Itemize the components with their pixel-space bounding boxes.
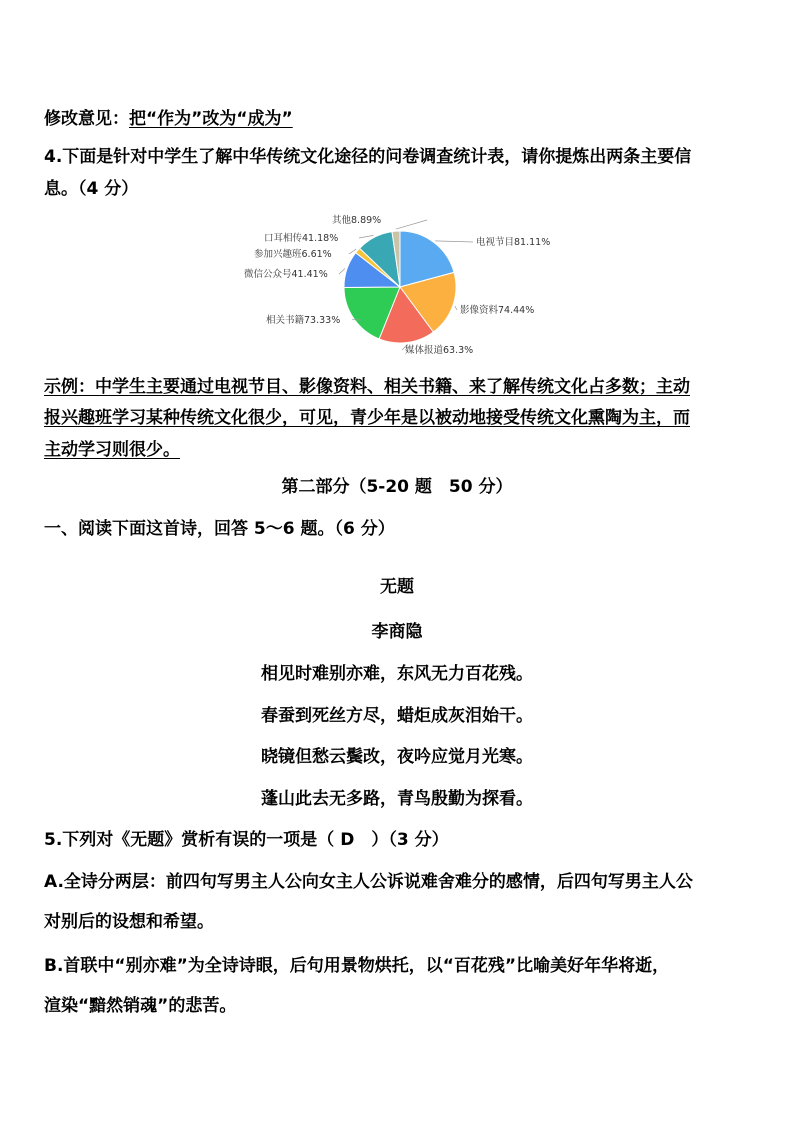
poem-line-3: 晓镜但愁云鬓改，夜吟应觉月光寒。 <box>261 747 533 767</box>
example-line3: 主动学习则很少。 <box>44 440 180 460</box>
pie-slice-label: 影像资料74.44% <box>460 305 535 316</box>
example-line2: 报兴趣班学习某种传统文化很少，可见，青少年是以被动地接受传统文化熏陶为主，而 <box>44 408 690 428</box>
pie-slice-label: 微信公众号41.41% <box>244 269 328 280</box>
option-a-line2: 对别后的设想和希望。 <box>44 912 214 932</box>
pie-leader-line <box>339 269 345 275</box>
pie-slice-label: 其他8.89% <box>332 215 382 226</box>
poem-title: 无题 <box>380 577 414 597</box>
part2-heading: 第二部分（5-20 题 50 分） <box>281 477 513 497</box>
poem-line-2: 春蚕到死丝方尽，蜡炬成灰泪始干。 <box>261 706 533 726</box>
question4-line1: 4.下面是针对中学生了解中华传统文化途径的问卷调查统计表，请你提炼出两条主要信 <box>44 147 692 167</box>
pie-chart <box>230 205 570 365</box>
section1-heading: 一、阅读下面这首诗，回答 5～6 题。（6 分） <box>44 519 395 539</box>
revision-line <box>44 106 756 132</box>
pie-leader-line <box>435 241 473 242</box>
option-a-line1: A.全诗分两层：前四句写男主人公向女主人公诉说难舍难分的感情，后四句写男主人公 <box>44 872 693 892</box>
option-b-line1: B.首联中“别亦难”为全诗诗眼，后句用景物烘托，以“百花残”比喻美好年华将逝， <box>44 956 670 976</box>
poem-line-1: 相见时难别亦难，东风无力百花残。 <box>261 664 533 684</box>
pie-leader-line <box>359 235 374 238</box>
pie-slice-label: 媒体报道63.3% <box>405 345 474 356</box>
poem-line-4: 蓬山此去无多路，青鸟殷勤为探看。 <box>261 789 533 809</box>
option-b-line2: 渲染“黯然销魂”的悲苦。 <box>44 996 237 1016</box>
poem-author: 李商隐 <box>371 622 423 642</box>
pie-slice-label: 参加兴趣班6.61% <box>254 249 332 260</box>
pie-slice-label: 口耳相传41.18% <box>264 233 339 244</box>
example-line1: 示例：中学生主要通过电视节目、影像资料、相关书籍、来了解传统文化占多数；主动 <box>44 377 690 397</box>
pie-leader-line <box>396 220 427 229</box>
revision-label: 修改意见： <box>44 109 129 129</box>
question5-stem: 5.下列对《无题》赏析有误的一项是（ D ）（3 分） <box>44 830 449 850</box>
pie-slice-label: 电视节目81.11% <box>476 237 551 248</box>
revision-text: 把“作为”改为“成为” <box>129 109 293 129</box>
pie-leader-line <box>455 306 457 310</box>
pie-slice-label: 相关书籍73.33% <box>266 315 341 326</box>
question4-line2: 息。（4 分） <box>44 179 139 199</box>
